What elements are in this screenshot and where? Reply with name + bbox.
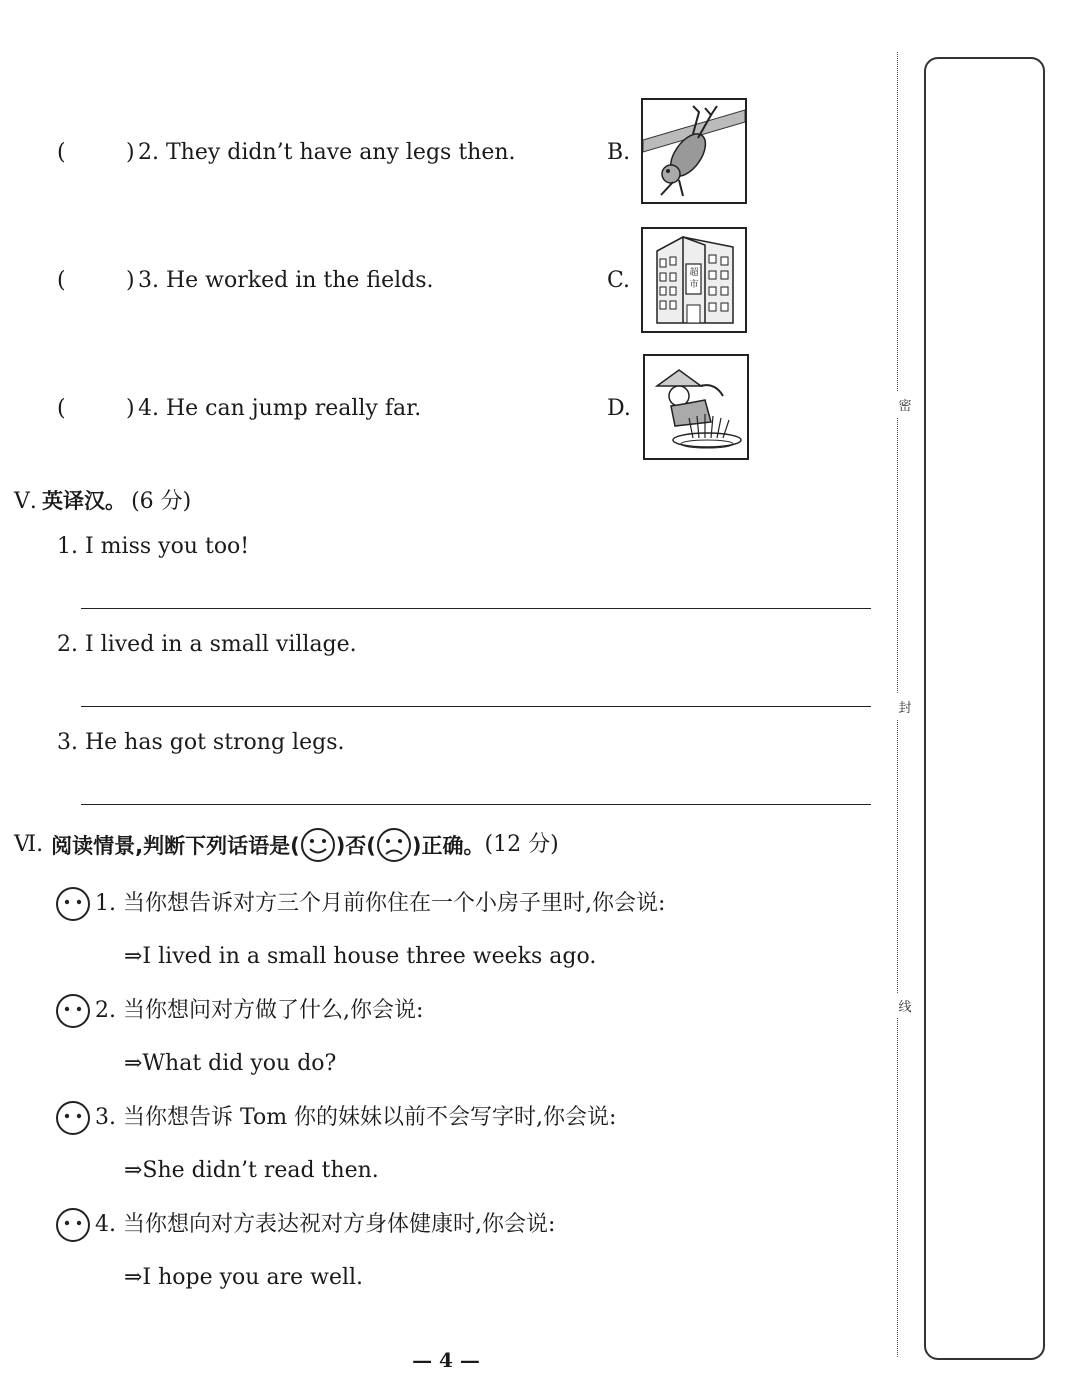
section-score: (6 分)	[131, 489, 192, 514]
judgement-item	[55, 1100, 616, 1136]
translation-item: 3. He has got strong legs.	[57, 730, 345, 755]
supermarket-building-icon	[641, 227, 747, 333]
judgement-prompt: 4. 当你想向对方表达祝对方身体健康时,你会说:	[95, 1212, 556, 1237]
section-5-heading	[14, 485, 191, 515]
sad-face-icon	[376, 827, 412, 863]
judgement-prompt: 3. 当你想告诉 Tom 你的妹妹以前不会写字时,你会说:	[95, 1105, 617, 1130]
blank-face-circle-icon[interactable]	[55, 1207, 91, 1243]
smiley-face-icon	[300, 827, 336, 863]
matching-item-text: 4. He can jump really far.	[138, 396, 422, 421]
judgement-prompt: 1. 当你想告诉对方三个月前你住在一个小房子里时,你会说:	[95, 891, 666, 916]
option-letter: B.	[607, 140, 631, 165]
judgement-answer: ⇒I hope you are well.	[124, 1265, 364, 1290]
answer-paren-open: (	[57, 268, 66, 293]
section-score: (12 分)	[484, 832, 559, 857]
judgement-prompt: 2. 当你想问对方做了什么,你会说:	[95, 998, 424, 1023]
section-title-part: )否(	[335, 834, 376, 858]
section-title: 英译汉。	[41, 489, 126, 513]
answer-line[interactable]	[81, 706, 871, 707]
section-number: Ⅵ.	[14, 832, 44, 857]
judgement-answer: ⇒What did you do?	[124, 1051, 337, 1076]
matching-item-text: 3. He worked in the fields.	[138, 268, 434, 293]
frog-jumping-icon	[641, 98, 747, 204]
judgement-item	[55, 886, 665, 922]
seal-char: 密	[896, 392, 914, 417]
section-6-heading	[14, 825, 559, 865]
answer-line[interactable]	[81, 608, 871, 609]
answer-paren-open: (	[57, 140, 66, 165]
section-title-part: )正确。	[411, 834, 485, 858]
answer-line[interactable]	[81, 804, 871, 805]
translation-item: 1. I miss you too!	[57, 534, 250, 559]
blank-face-circle-icon[interactable]	[55, 1100, 91, 1136]
answer-paren-close: )	[126, 396, 135, 421]
section-title-part: 阅读情景,判断下列话语是(	[51, 834, 300, 858]
seal-char: 封	[896, 694, 914, 719]
farmer-in-field-icon	[643, 354, 749, 460]
seal-char: 线	[896, 993, 914, 1018]
option-letter: D.	[607, 396, 631, 421]
judgement-item	[55, 993, 423, 1029]
answer-paren-close: )	[126, 268, 135, 293]
section-number: Ⅴ.	[14, 489, 37, 514]
option-letter: C.	[607, 268, 631, 293]
answer-paren-close: )	[126, 140, 135, 165]
side-margin-box	[924, 57, 1045, 1360]
judgement-answer: ⇒I lived in a small house three weeks ago.	[124, 944, 597, 969]
supermarket-sign: 超市	[689, 268, 699, 290]
matching-item-text: 2. They didn’t have any legs then.	[138, 140, 516, 165]
page-number: — 4 —	[412, 1348, 480, 1372]
judgement-item	[55, 1207, 555, 1243]
blank-face-circle-icon[interactable]	[55, 886, 91, 922]
translation-item: 2. I lived in a small village.	[57, 632, 357, 657]
answer-paren-open: (	[57, 396, 66, 421]
blank-face-circle-icon[interactable]	[55, 993, 91, 1029]
judgement-answer: ⇒She didn’t read then.	[124, 1158, 379, 1183]
